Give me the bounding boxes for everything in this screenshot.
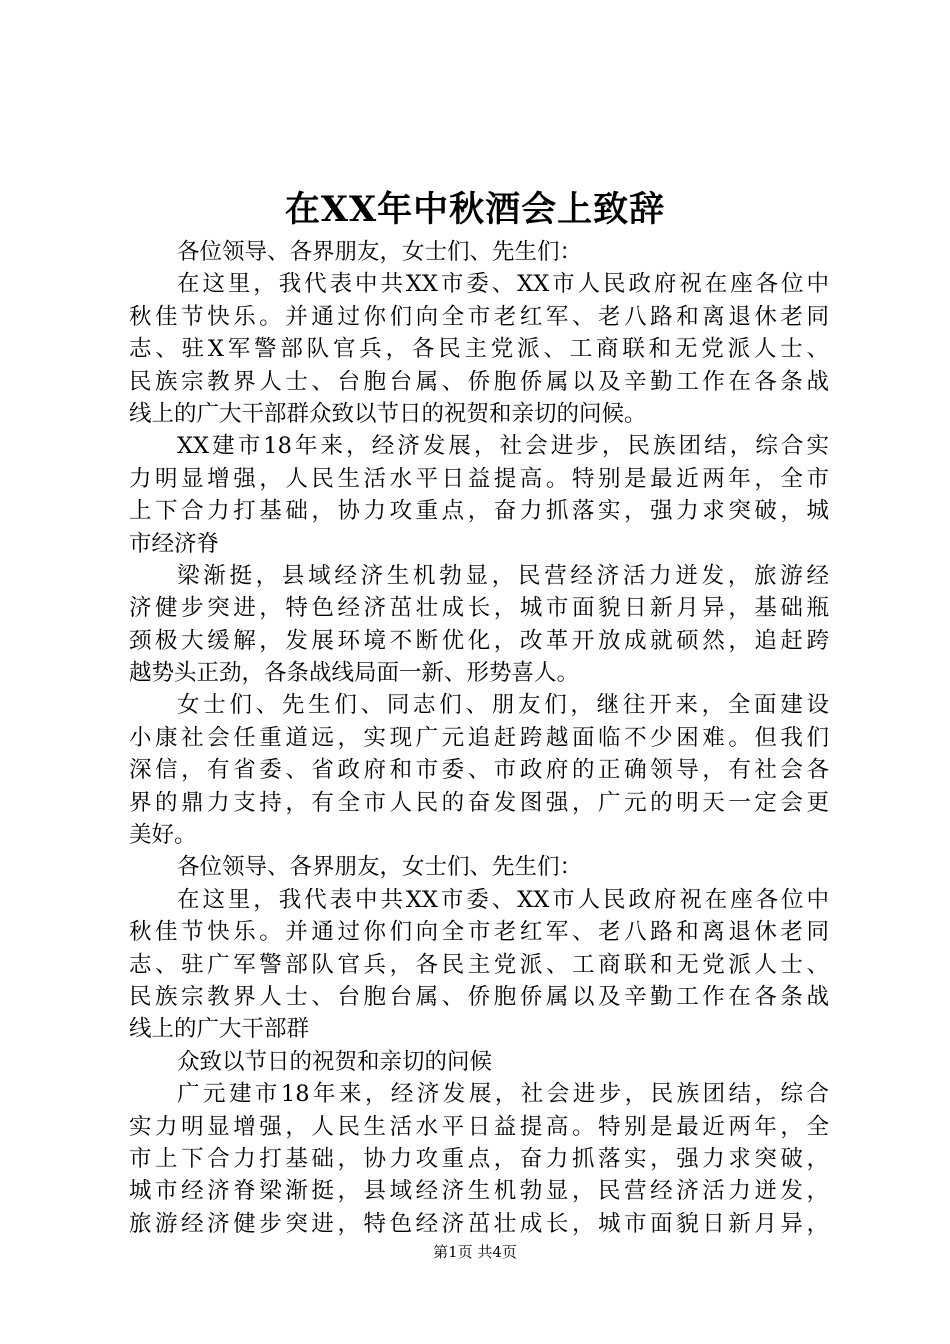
text-line: 志、驻X军警部队官兵，各民主党派、工商联和无党派人士、 <box>129 336 829 363</box>
text-line: 民族宗教界人士、台胞台属、侨胞侨属以及辛勤工作在各条战 <box>129 983 829 1010</box>
text-line: 志、驻广军警部队官兵，各民主党派、工商联和无党派人士、 <box>129 951 829 978</box>
text-line: 梁渐挺，县域经济生机勃显，民营经济活力迸发，旅游经 <box>177 562 829 589</box>
text-line: 众致以节日的祝贺和亲切的问候 <box>177 1048 493 1075</box>
text-line: 在这里，我代表中共XX市委、XX市人民政府祝在座各位中 <box>177 886 829 913</box>
text-line: 民族宗教界人士、台胞台属、侨胞侨属以及辛勤工作在各条战 <box>129 368 829 395</box>
text-line: 秋佳节快乐。并通过你们向全市老红军、老八路和离退休老同 <box>129 303 829 330</box>
text-line: 各位领导、各界朋友，女士们、先生们： <box>177 854 583 881</box>
text-line: 线上的广大干部群众致以节日的祝贺和亲切的问候。 <box>129 400 647 427</box>
text-line: 上下合力打基础，协力攻重点，奋力抓落实，强力求突破，城 <box>129 498 829 525</box>
text-line: 界的鼎力支持，有全市人民的奋发图强，广元的明天一定会更 <box>129 789 829 816</box>
text-line: 女士们、先生们、同志们、朋友们，继往开来，全面建设 <box>177 692 829 719</box>
text-line: 城市经济脊梁渐挺，县域经济生机勃显，民营经济活力迸发， <box>129 1178 829 1205</box>
text-line: 小康社会任重道远，实现广元追赶跨越面临不少困难。但我们 <box>129 724 829 751</box>
text-line: 市上下合力打基础，协力攻重点，奋力抓落实，强力求突破， <box>129 1145 829 1172</box>
text-line: 济健步突进，特色经济茁壮成长，城市面貌日新月异，基础瓶 <box>129 595 829 622</box>
text-line: 旅游经济健步突进，特色经济茁壮成长，城市面貌日新月异， <box>129 1210 829 1237</box>
text-line: XX建市18年来，经济发展，社会进步，民族团结，综合实 <box>177 433 829 460</box>
text-line: 深信，有省委、省政府和市委、市政府的正确领导，有社会各 <box>129 757 829 784</box>
text-line: 越势头正劲，各条战线局面一新、形势喜人。 <box>129 660 580 687</box>
text-line: 力明显增强，人民生活水平日益提高。特别是最近两年，全市 <box>129 465 829 492</box>
text-line: 美好。 <box>129 822 197 849</box>
text-line: 在这里，我代表中共XX市委、XX市人民政府祝在座各位中 <box>177 271 829 298</box>
text-line: 秋佳节快乐。并通过你们向全市老红军、老八路和离退休老同 <box>129 919 829 946</box>
document-title: 在XX年中秋酒会上致辞 <box>284 189 666 230</box>
text-line: 颈极大缓解，发展环境不断优化，改革开放成就硕然，追赶跨 <box>129 627 829 654</box>
page-number-footer: 第1页 共4页 <box>433 1243 517 1261</box>
document-body <box>129 236 829 1240</box>
text-line: 线上的广大干部群 <box>129 1016 310 1043</box>
text-line: 市经济脊 <box>129 530 220 557</box>
text-line: 广元建市18年来，经济发展，社会进步，民族团结，综合 <box>177 1081 829 1108</box>
text-line: 实力明显增强，人民生活水平日益提高。特别是最近两年，全 <box>129 1113 829 1140</box>
text-line: 各位领导、各界朋友，女士们、先生们： <box>177 239 583 265</box>
